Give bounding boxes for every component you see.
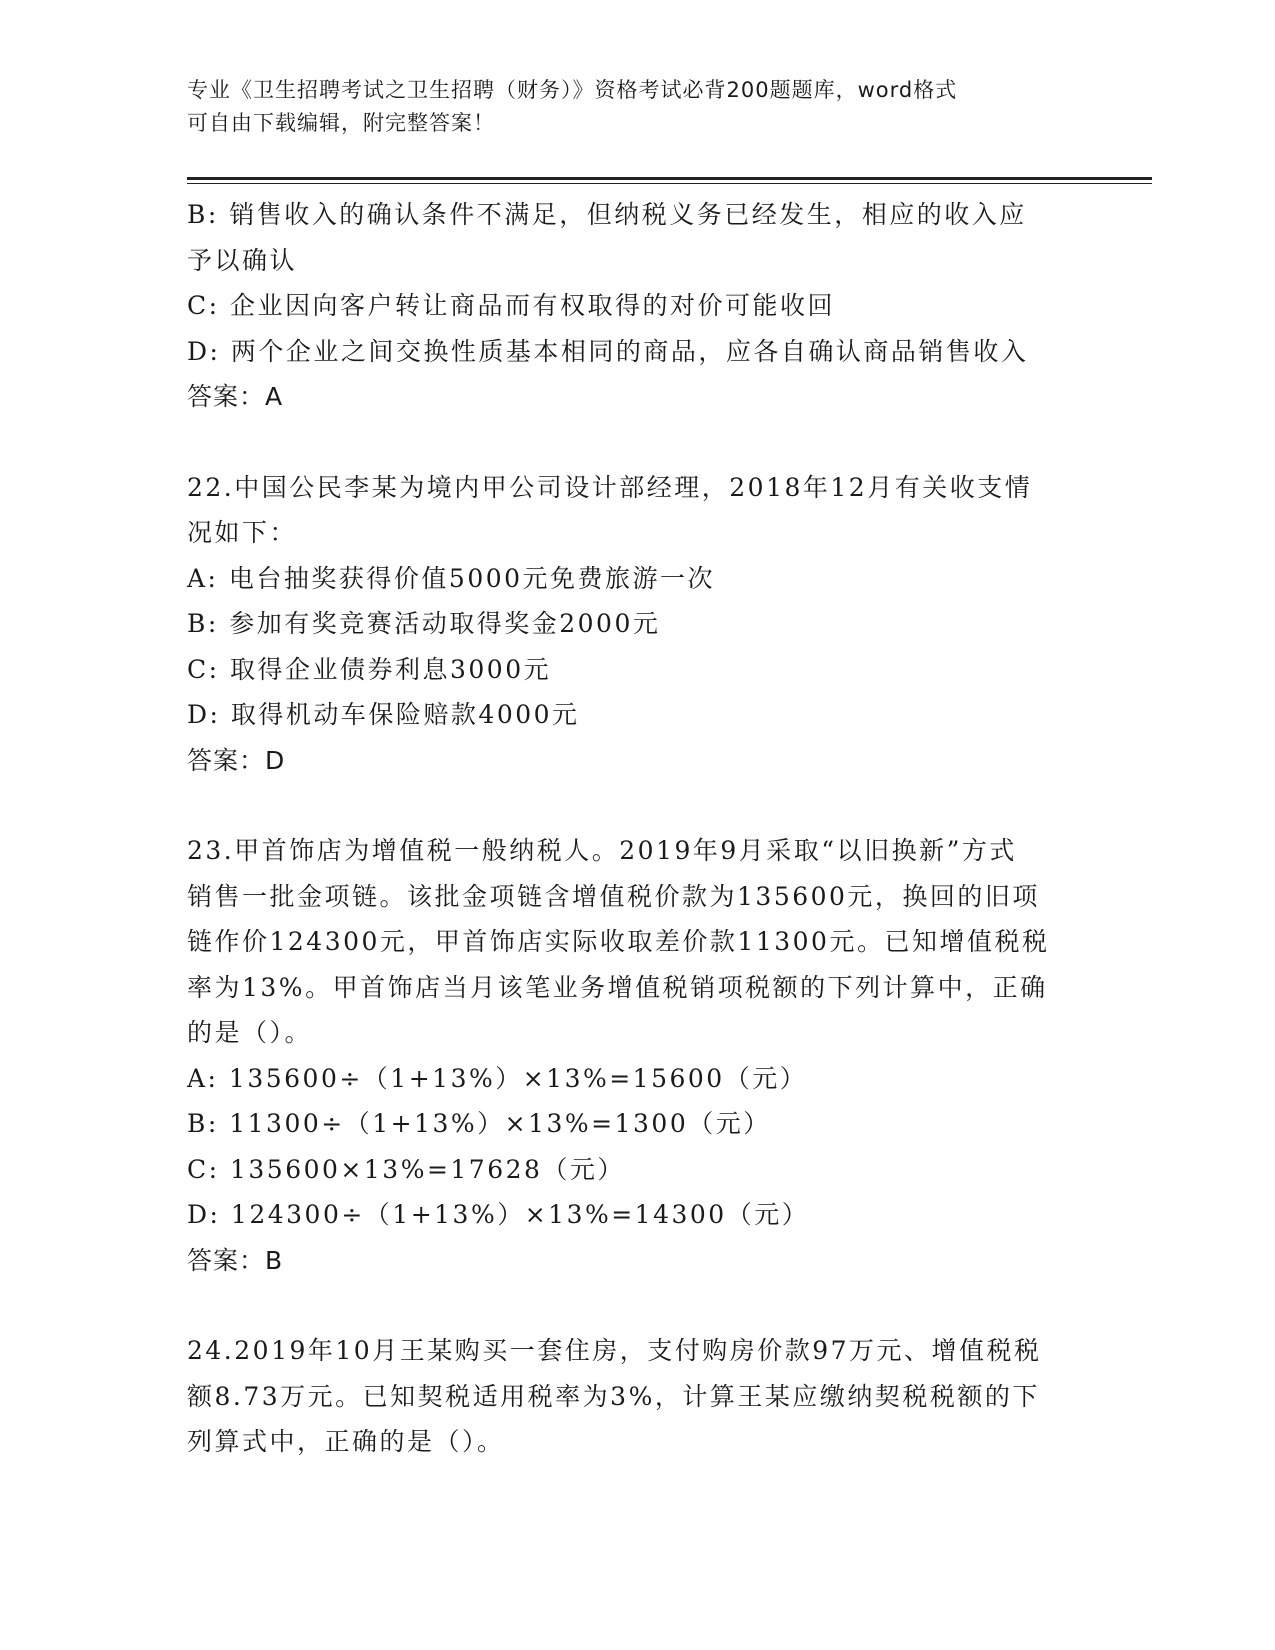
question-21-option-b-continued: 予以确认 — [187, 245, 298, 275]
question-22-answer: 答案：D — [187, 745, 286, 775]
question-24-stem-line-2: 额8.73万元。已知契税适用税率为3%，计算王某应缴纳契税税额的下 — [187, 1381, 1040, 1411]
question-23-answer: 答案：B — [187, 1245, 284, 1275]
question-23-option-c: C: 135600×13%=17628（元） — [187, 1154, 625, 1184]
question-22 — [187, 465, 1087, 784]
question-21-option-b: B: 销售收入的确认条件不满足，但纳税义务已经发生，相应的收入应 — [187, 200, 1027, 229]
question-23-option-d: D: 124300÷（1+13%）×13%=14300（元） — [187, 1200, 810, 1229]
header-divider-thin — [187, 183, 1152, 184]
question-24-stem-line-3: 列算式中，正确的是（）。 — [187, 1427, 505, 1456]
header-divider-thick — [187, 177, 1152, 180]
question-23-stem-line-5: 的是（）。 — [187, 1018, 313, 1047]
question-23-stem-line-4: 率为13%。甲首饰店当月该笔业务增值税销项税额的下列计算中，正确 — [187, 972, 1048, 1002]
question-23 — [187, 828, 1087, 1283]
question-24 — [187, 1328, 1087, 1465]
question-22-stem-line-1: 22.中国公民李某为境内甲公司设计部经理，2018年12月有关收支情 — [187, 472, 1033, 502]
question-content — [187, 192, 1087, 1465]
spacer — [187, 1283, 1087, 1328]
spacer — [187, 783, 1087, 828]
question-24-stem-line-1: 24.2019年10月王某购买一套住房，支付购房价款97万元、增值税税 — [187, 1336, 1042, 1365]
question-22-option-b: B: 参加有奖竞赛活动取得奖金2000元 — [187, 609, 661, 638]
document-header — [187, 74, 1067, 140]
question-23-stem-line-1: 23.甲首饰店为增值税一般纳税人。2019年9月采取“以旧换新”方式 — [187, 836, 1017, 865]
question-23-stem-line-3: 链作价124300元，甲首饰店实际收取差价款11300元。已知增值税税 — [187, 927, 1050, 956]
question-22-option-c: C: 取得企业债券利息3000元 — [187, 654, 552, 684]
spacer — [187, 420, 1087, 465]
question-22-stem-line-2: 况如下： — [187, 518, 298, 547]
question-21-continued — [187, 192, 1087, 420]
question-23-stem-line-2: 销售一批金项链。该批金项链含增值税价款为135600元，换回的旧项 — [187, 881, 1040, 911]
header-line-1: 专业《卫生招聘考试之卫生招聘（财务）》资格考试必背200题题库，word格式 — [187, 78, 958, 102]
header-line-2: 可自由下载编辑，附完整答案！ — [187, 111, 495, 135]
question-23-option-a: A: 135600÷（1+13%）×13%=15600（元） — [187, 1063, 808, 1093]
question-21-option-d: D: 两个企业之间交换性质基本相同的商品，应各自确认商品销售收入 — [187, 336, 1029, 366]
question-21-answer: 答案：A — [187, 382, 284, 411]
question-21-option-c: C: 企业因向客户转让商品而有权取得的对价可能收回 — [187, 291, 836, 320]
question-23-option-b: B: 11300÷（1+13%）×13%=1300（元） — [187, 1109, 771, 1138]
question-22-option-d: D: 取得机动车保险赔款4000元 — [187, 700, 580, 729]
question-22-option-a: A: 电台抽奖获得价值5000元免费旅游一次 — [187, 563, 716, 593]
